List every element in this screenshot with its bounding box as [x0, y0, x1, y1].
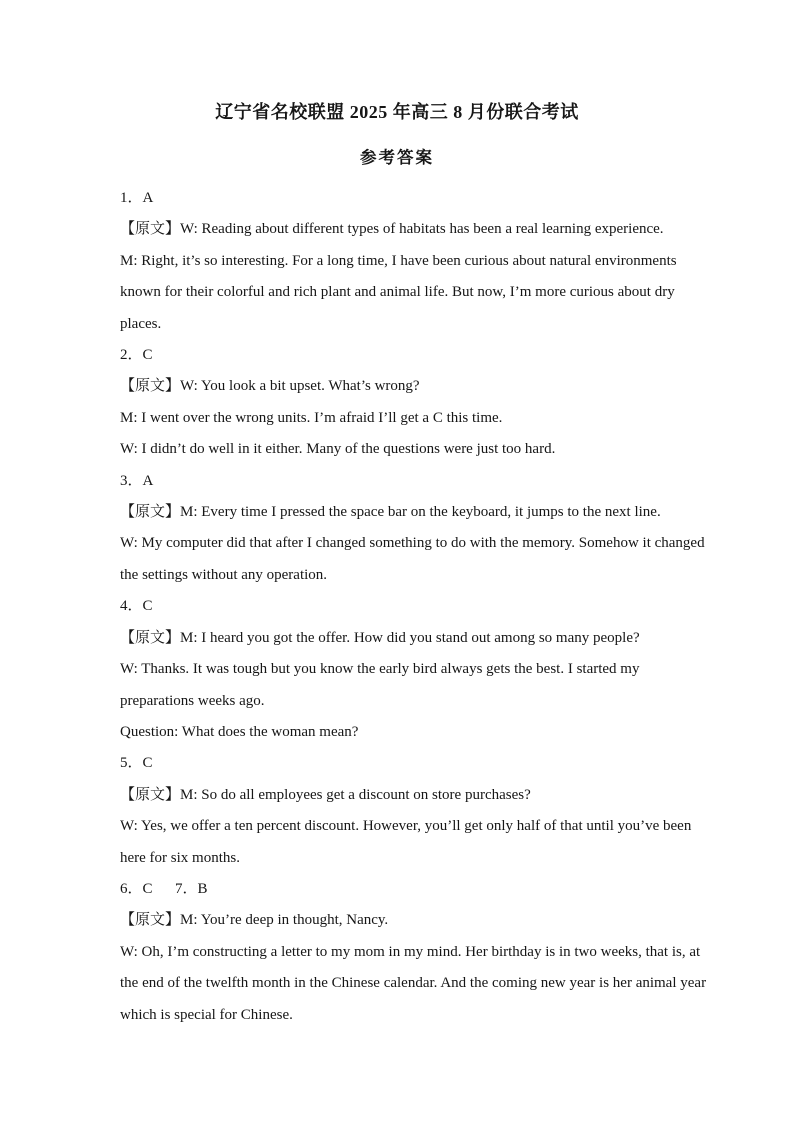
transcript-line: 【原文】M: I heard you got the offer. How did you stand out among so many people?: [120, 629, 640, 646]
transcript-line: places.: [120, 315, 162, 332]
transcript-line: W: Yes, we offer a ten percent discount. However, you’ll get only half of that until you’ve been: [120, 818, 692, 835]
transcript-line: M: Right, it’s so interesting. For a long time, I have been curious about natural environments: [120, 252, 677, 269]
transcript-line: which is special for Chinese.: [120, 1006, 293, 1023]
answer-block-1: [120, 183, 764, 340]
answer-line-5: 5．C: [120, 755, 153, 772]
answer-block-6-7: [120, 874, 764, 1031]
answers-content: [120, 183, 764, 1031]
transcript-line: 【原文】M: So do all employees get a discount on store purchases?: [120, 786, 531, 803]
transcript-line: W: My computer did that after I changed something to do with the memory. Somehow it changed: [120, 535, 705, 552]
transcript-line: known for their colorful and rich plant and animal life. But now, I’m more curious about dry: [120, 284, 675, 301]
answer-line-1: 1．A: [120, 190, 154, 206]
transcript-line: 【原文】M: Every time I pressed the space bar on the keyboard, it jumps to the next line.: [120, 504, 661, 521]
transcript-line: M: I went over the wrong units. I’m afraid I’ll get a C this time.: [120, 409, 503, 426]
transcript-line: W: Thanks. It was tough but you know the early bird always gets the best. I started my: [120, 661, 640, 678]
transcript-line: the settings without any operation.: [120, 566, 328, 583]
answer-line-6-7: 6．C 7．B: [120, 880, 208, 897]
transcript-line: preparations weeks ago.: [120, 692, 265, 709]
answer-block-4: [120, 591, 764, 748]
document-subtitle: 参考答案: [360, 149, 434, 167]
transcript-line: here for six months.: [120, 849, 240, 866]
transcript-line: 【原文】M: You’re deep in thought, Nancy.: [120, 912, 389, 929]
answer-line-3: 3．A: [120, 472, 154, 489]
answer-line-2: 2．C: [120, 347, 153, 364]
document-title: 辽宁省名校联盟 2025 年高三 8 月份联合考试: [215, 102, 579, 122]
transcript-line: 【原文】W: Reading about different types of habitats has been a real learning experience.: [120, 221, 664, 238]
transcript-line: the end of the twelfth month in the Chinese calendar. And the coming new year is her animal year: [120, 975, 707, 992]
transcript-line: Question: What does the woman mean?: [120, 723, 359, 740]
answer-block-5: [120, 748, 764, 874]
answer-line-4: 4．C: [120, 598, 153, 615]
transcript-line: W: I didn’t do well in it either. Many of the questions were just too hard.: [120, 441, 556, 458]
answer-block-3: [120, 466, 764, 592]
transcript-line: 【原文】W: You look a bit upset. What’s wrong?: [120, 378, 420, 395]
transcript-line: W: Oh, I’m constructing a letter to my mom in my mind. Her birthday is in two weeks, that is, at: [120, 943, 701, 960]
answer-block-2: [120, 340, 764, 466]
